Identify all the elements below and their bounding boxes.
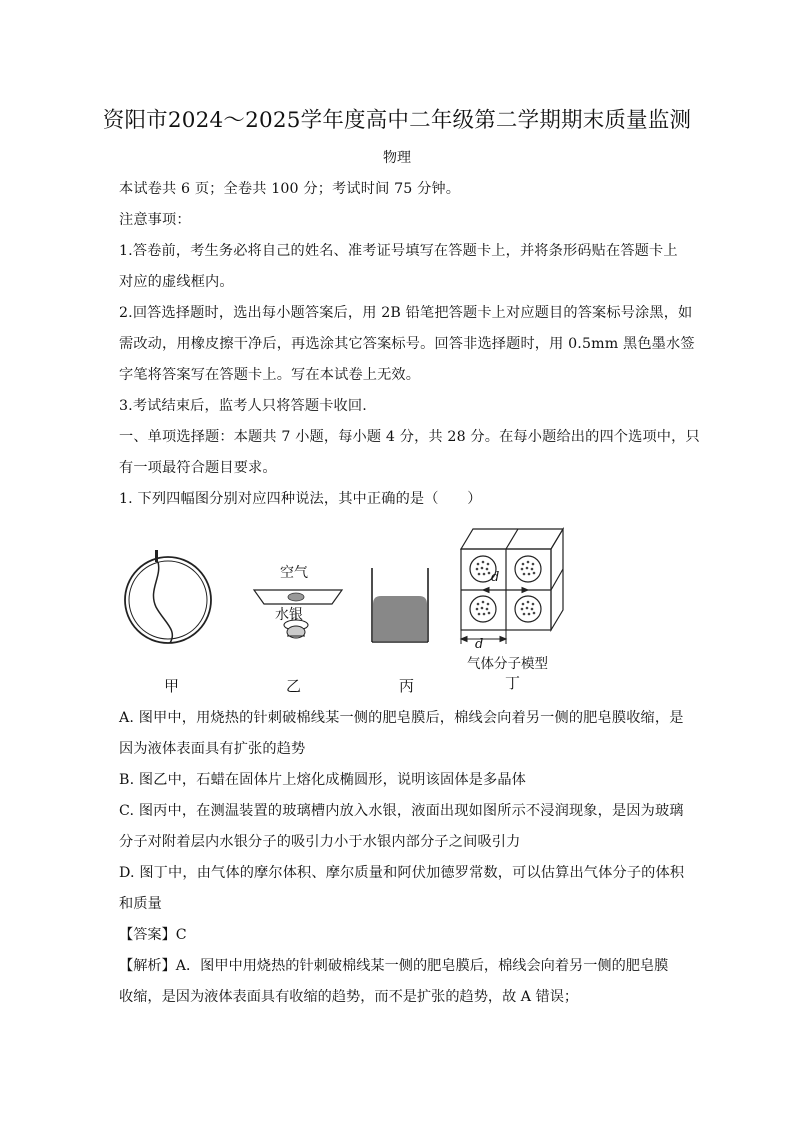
figure-label-yi: 乙 — [286, 677, 302, 695]
option-c: C. 图丙中，在测温装置的玻璃槽内放入水银，液面出现如图所示不浸润现象，是因为玻璃 — [119, 803, 684, 819]
option-c-cont: 分子对附着层内水银分子的吸引力小于水银内部分子之间吸引力 — [119, 834, 521, 850]
figure-d-label-top: d — [491, 570, 500, 585]
option-a: A. 图甲中，用烧热的针刺破棉线某一侧的肥皂膜后，棉线会向着另一侧的肥皂膜收缩，是 — [119, 710, 684, 726]
note-line: 2.回答选择题时，选出每小题答案后，用 2B 铅笔把答题卡上对应题目的答案标号涂黑，如 — [119, 305, 693, 321]
figure-mercury-label: 水银 — [275, 607, 303, 623]
exam-subject: 物理 — [383, 150, 411, 166]
figure-model-caption: 气体分子模型 — [467, 656, 548, 672]
figure-d-label-bottom: d — [475, 637, 484, 652]
notes-heading: 注意事项： — [119, 212, 191, 228]
note-line: 1.答卷前，考生务必将自己的姓名、准考证号填写在答题卡上，并将条形码贴在答题卡上 — [119, 243, 678, 259]
figure-bing-trough — [372, 568, 428, 642]
figure-label-bing: 丙 — [399, 677, 415, 695]
section-heading: 有一项最符合题目要求。 — [119, 460, 277, 476]
exam-title: 资阳市2024～2025学年度高中二年级第二学期期末质量监测 — [102, 108, 692, 133]
note-line: 需改动，用橡皮擦干净后，再选涂其它答案标号。回答非选择题时，用 0.5mm 黑色墨水签 — [119, 336, 695, 352]
analysis-line: 收缩，是因为液体表面具有收缩的趋势，而不是扩张的趋势，故 A 错误； — [119, 989, 579, 1005]
answer-line: 【答案】C — [119, 927, 187, 943]
figure-air-label: 空气 — [280, 565, 308, 581]
figure-label-jia: 甲 — [164, 677, 180, 695]
figure-jia-ring — [125, 550, 211, 643]
exam-info-line: 本试卷共 6 页；全卷共 100 分；考试时间 75 分钟。 — [119, 181, 461, 197]
note-line: 字笔将答案写在答题卡上。写在本试卷上无效。 — [119, 367, 421, 383]
note-line: 3.考试结束后，监考人只将答题卡收回. — [119, 398, 367, 414]
analysis-line: 【解析】A．图甲中用烧热的针刺破棉线某一侧的肥皂膜后，棉线会向着另一侧的肥皂膜 — [119, 958, 669, 974]
option-b: B. 图乙中，石蜡在固体片上熔化成椭圆形，说明该固体是多晶体 — [119, 772, 527, 788]
question-stem: 1. 下列四幅图分别对应四种说法，其中正确的是（ ） — [119, 491, 482, 507]
option-d: D. 图丁中，由气体的摩尔体积、摩尔质量和阿伏加德罗常数，可以估算出气体分子的体积 — [119, 865, 685, 881]
option-a-cont: 因为液体表面具有扩张的趋势 — [119, 741, 306, 757]
question-figure — [110, 512, 590, 697]
section-heading: 一、单项选择题：本题共 7 小题，每小题 4 分，共 28 分。在每小题给出的四个选项中，只 — [119, 429, 700, 445]
option-d-cont: 和质量 — [119, 896, 163, 912]
note-line: 对应的虚线框内。 — [119, 274, 234, 290]
figure-label-ding: 丁 — [505, 674, 521, 692]
